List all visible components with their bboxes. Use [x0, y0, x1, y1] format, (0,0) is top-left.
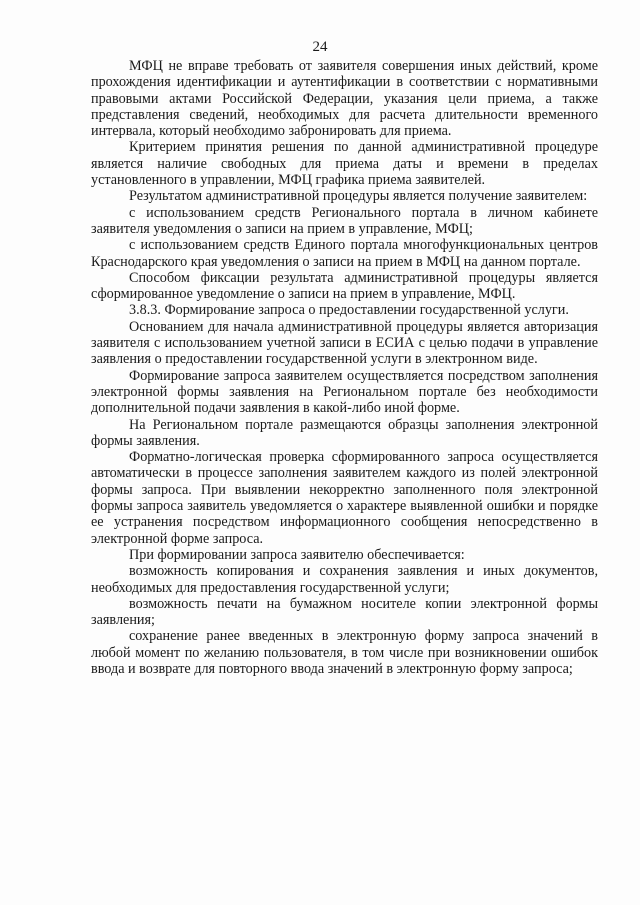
paragraph-procedure-result: Результатом административной процедуры является получение заявителем:	[129, 188, 588, 205]
paragraph-request-formation: Формирование запроса заявителем осуществляется посредством заполнения электронной формы заявления на Региональном портале без необходимости дополнительной подачи заявления в какой-либо иной форме.	[91, 367, 598, 417]
document-body	[91, 58, 598, 677]
list-item-unified-portal-notice: с использованием средств Единого портала многофункциональных центров Краснодарского края уведомления о записи на прием в МФЦ на данном портале.	[91, 237, 598, 270]
paragraph-format-check: Форматно-логическая проверка сформированного запроса осуществляется автоматически в процессе заполнения заявителем каждого из полей электронной формы запроса. При выявлении некорректно заполненного поля электронной формы запроса заявитель уведомляется о характере выявленной ошибки и порядке ее устранения посредством информационного сообщения непосредственно в электронной форме запроса.	[91, 449, 598, 547]
section-heading-3-8-3: 3.8.3. Формирование запроса о предоставлении государственной услуги.	[129, 302, 569, 319]
page-number: 24	[312, 39, 328, 55]
list-item-regional-portal-notice: с использованием средств Регионального портала в личном кабинете заявителя уведомления о записи на прием в управление, МФЦ;	[91, 204, 598, 237]
list-item-copy-save: возможность копирования и сохранения заявления и иных документов, необходимых для предоставления государственной услуги;	[91, 563, 598, 596]
paragraph-mfc-restrictions: МФЦ не вправе требовать от заявителя совершения иных действий, кроме прохождения идентификации и аутентификации в соответствии с нормативными правовыми актами Российской Федерации, указания цели приема, а также представления сведений, необходимых для расчета длительности временного интервала, который необходимо забронировать для приема.	[91, 58, 598, 140]
paragraph-form-samples: На Региональном портале размещаются образцы заполнения электронной формы заявления.	[91, 416, 598, 449]
list-item-print-copy: возможность печати на бумажном носителе копии электронной формы заявления;	[91, 595, 598, 629]
paragraph-decision-criterion: Критерием принятия решения по данной административной процедуре является наличие свободных для приема даты и времени в пределах установленного в управлении, МФЦ графика приема заявителей.	[91, 139, 598, 189]
paragraph-procedure-basis: Основанием для начала административной процедуры является авторизация заявителя с использованием учетной записи в ЕСИА с целью подачи в управление заявления о предоставлении государственной услуги в электронном виде.	[91, 318, 598, 368]
paragraph-request-provisions: При формировании запроса заявителю обеспечивается:	[129, 546, 465, 563]
paragraph-result-recording: Способом фиксации результата административной процедуры является сформированное уведомление о записи на прием в управление, МФЦ.	[91, 269, 598, 303]
list-item-save-values: сохранение ранее введенных в электронную форму запроса значений в любой момент по желанию пользователя, в том числе при возникновении ошибок ввода и возврате для повторного ввода значений в электронную форму запроса;	[91, 628, 598, 677]
